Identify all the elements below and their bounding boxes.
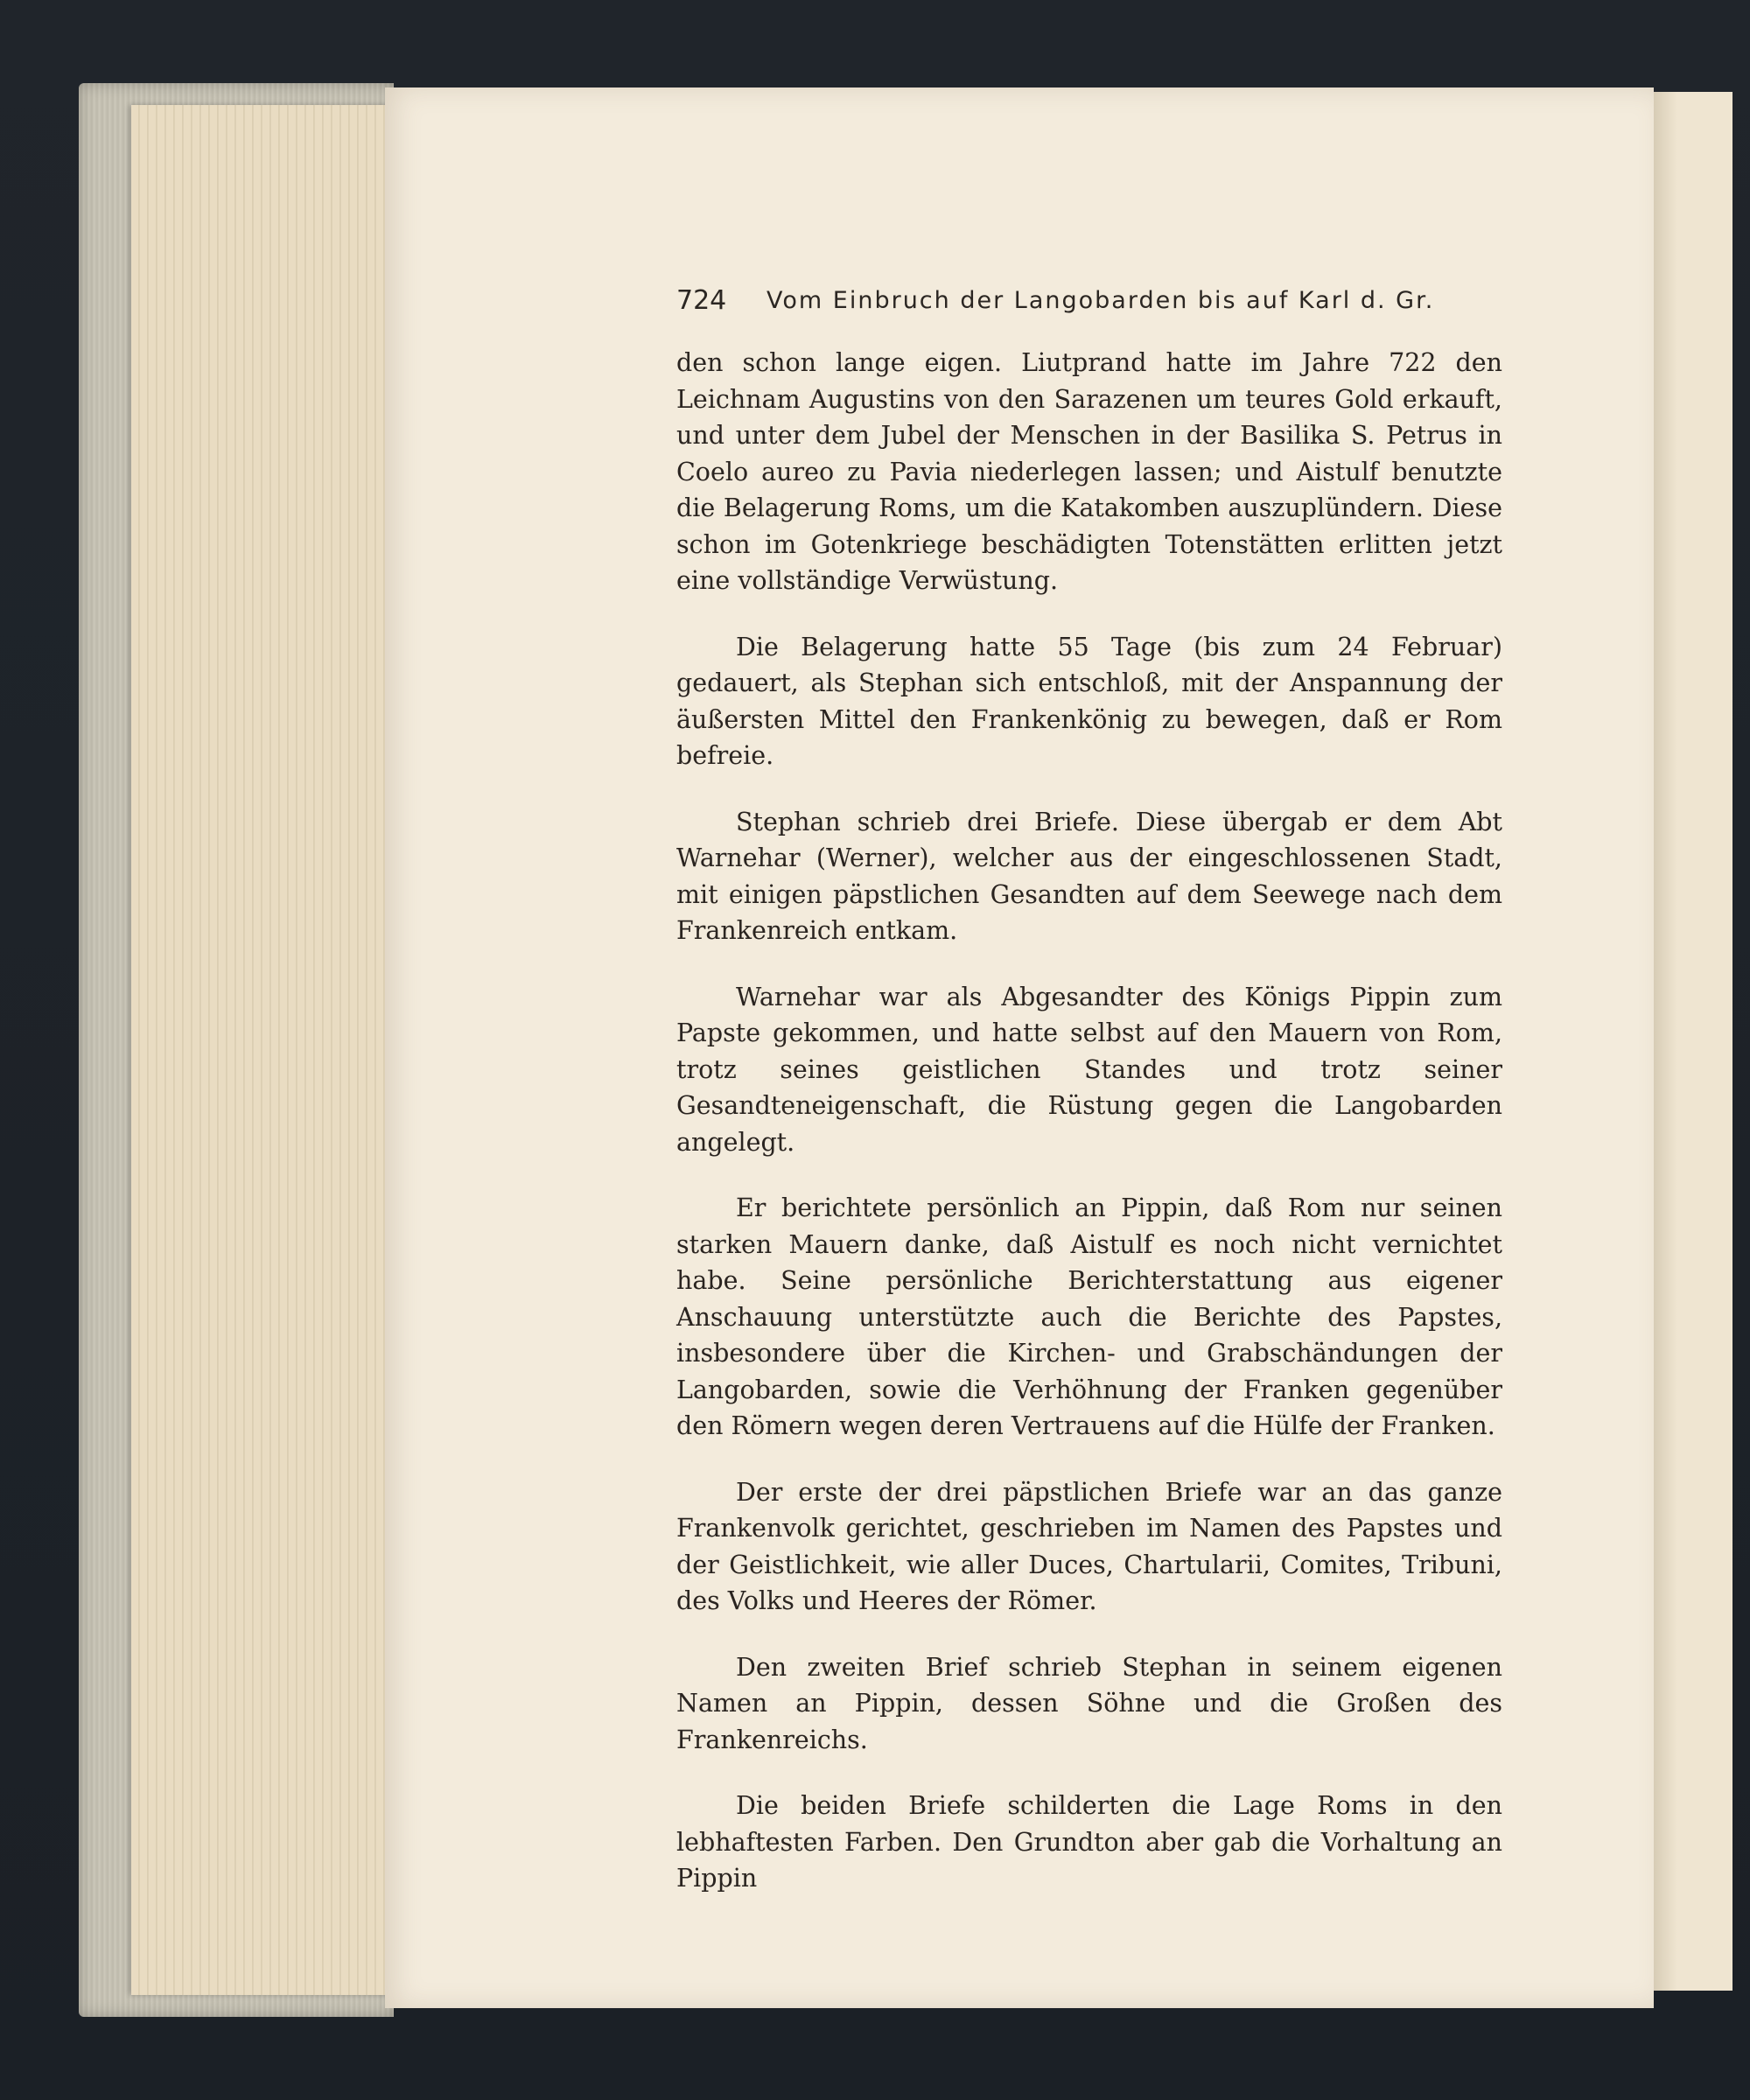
paragraph: Warnehar war als Abgesandter des Königs Pippin zum Papste gekommen, und hatte selbst auf den Mauern von Rom, trotz seines geistlichen Standes und trotz seiner Gesandteneigenschaft, die Rüstung gegen die Langobarden angelegt. xyxy=(676,982,1502,1157)
body-text xyxy=(676,345,1502,1927)
page-header xyxy=(676,282,1518,326)
facing-page-edge xyxy=(1654,92,1732,1991)
paragraph: Er berichtete persönlich an Pippin, daß Rom nur seinen starken Mauern danke, daß Aistulf es noch nicht vernichtet habe. Seine persönliche Berichterstattung aus eigener Anschauung unterstützte auch die Berichte des Papstes, insbesondere über die Kirchen- und Grabschändungen der Langobarden, sowie die Verhöhnung der Franken gegenüber den Römern wegen deren Vertrauens auf die Hülfe der Franken. xyxy=(676,1194,1502,1440)
paragraph: den schon lange eigen. Liutprand hatte im Jahre 722 den Leichnam Augustins von den Sarazenen um teures Gold erkauft, und unter dem Jubel der Menschen in der Basilika S. Petrus in Coelo aureo zu Pavia niederlegen lassen; und Aistulf benutzte die Belagerung Roms, um die Katakomben auszuplündern. Diese schon im Gotenkriege beschädigten Totenstätten erlitten jetzt eine vollständige Verwüstung. xyxy=(676,348,1502,595)
paragraph: Die Belagerung hatte 55 Tage (bis zum 24 Februar) gedauert, als Stephan sich entschloß, mit der Anspannung der äußersten Mittel den Frankenkönig zu bewegen, daß er Rom befreie. xyxy=(676,632,1502,770)
paragraph: Der erste der drei päpstlichen Briefe war an das ganze Frankenvolk gerichtet, geschrieben im Namen des Papstes und der Geistlichkeit, wie aller Duces, Chartularii, Comites, Tribuni, des Volks und Heeres der Römer. xyxy=(676,1477,1502,1615)
paragraph: Den zweiten Brief schrieb Stephan in seinem eigenen Namen an Pippin, dessen Söhne und die Großen des Frankenreichs. xyxy=(676,1652,1502,1754)
paragraph: Die beiden Briefe schilderten die Lage Roms in den lebhaftesten Farben. Den Grundton aber gab die Vorhaltung an Pippin xyxy=(676,1791,1502,1893)
paragraph: Stephan schrieb drei Briefe. Diese übergab er dem Abt Warnehar (Werner), welcher aus der eingeschlossenen Stadt, mit einigen päpstlichen Gesandten auf dem Seewege nach dem Frankenreich entkam. xyxy=(676,807,1502,945)
page-number: 724 xyxy=(676,285,727,316)
running-title: Vom Einbruch der Langobarden bis auf Karl d. Gr. xyxy=(766,287,1435,314)
page-edges xyxy=(131,105,394,1995)
